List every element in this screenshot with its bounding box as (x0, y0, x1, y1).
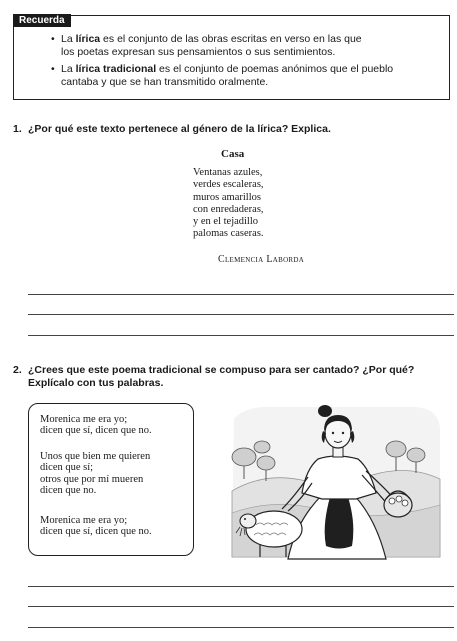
poem-line: palomas caseras. (193, 228, 264, 240)
recuerda-box (13, 15, 450, 100)
recuerda-text: es el conjunto de las obras escritas en verso en las que (100, 33, 362, 45)
girl-with-sheep-illustration (226, 401, 446, 561)
poem-line: dicen que sí, dicen que no. (40, 526, 152, 538)
answer-line[interactable] (28, 586, 454, 587)
poem-stanza (40, 451, 150, 497)
poem-line: muros amarillos (193, 191, 261, 203)
poem-line: verdes escaleras, (193, 179, 264, 191)
bullet-icon: • (51, 33, 55, 45)
poem-body (193, 167, 264, 241)
recuerda-text: La (61, 63, 76, 75)
poem-line: otros que por mí mueren (40, 473, 144, 485)
poem-line: Morenica me era yo; (40, 515, 128, 526)
poem-line: Morenica me era yo; (40, 414, 128, 425)
question-text: ¿Crees que este poema tradicional se compuso para ser cantado? ¿Por qué? (28, 364, 415, 376)
question-number: 1. (13, 123, 22, 135)
question-1 (13, 123, 331, 136)
answer-line[interactable] (28, 627, 454, 628)
recuerda-list (51, 33, 436, 93)
recuerda-top-border (64, 15, 449, 16)
poem-stanza (40, 515, 152, 538)
poem-line: Unos que bien me quieren (40, 451, 151, 462)
poem-line: y en el tejadillo (193, 216, 259, 228)
question-2 (13, 364, 414, 377)
poem-line: dicen que sí; (40, 462, 94, 474)
poem-stanza (40, 414, 152, 437)
bullet-icon: • (51, 63, 55, 75)
recuerda-item (51, 63, 436, 89)
recuerda-term: lírica tradicional (75, 63, 157, 75)
recuerda-text: los poetas expresan sus pensamientos o sus sentimientos. (61, 46, 336, 58)
recuerda-text: cantaba y que se han transmitido oralmente. (61, 76, 269, 88)
recuerda-term: lírica (75, 33, 101, 45)
recuerda-tag: Recuerda (13, 14, 71, 27)
recuerda-text: es el conjunto de poemas anónimos que el pueblo (156, 63, 394, 75)
recuerda-text: La (61, 33, 76, 45)
answer-line[interactable] (28, 294, 454, 295)
recuerda-item (51, 33, 436, 59)
poem-author: Clemencia Laborda (218, 254, 305, 265)
question-text: ¿Por qué este texto pertenece al género de la lírica? Explica. (28, 123, 331, 135)
poem-title: Casa (221, 148, 245, 160)
poem-line: dicen que sí, dicen que no. (40, 425, 152, 437)
poem-line: dicen que no. (40, 485, 97, 497)
answer-line[interactable] (28, 606, 454, 607)
poem-line: con enredaderas, (193, 203, 264, 215)
answer-line[interactable] (28, 314, 454, 315)
poem-line: Ventanas azules, (193, 167, 263, 178)
question-number: 2. (13, 364, 22, 376)
question-text-continued: Explícalo con tus palabras. (28, 377, 164, 389)
answer-line[interactable] (28, 335, 454, 336)
poem-box (28, 403, 194, 556)
